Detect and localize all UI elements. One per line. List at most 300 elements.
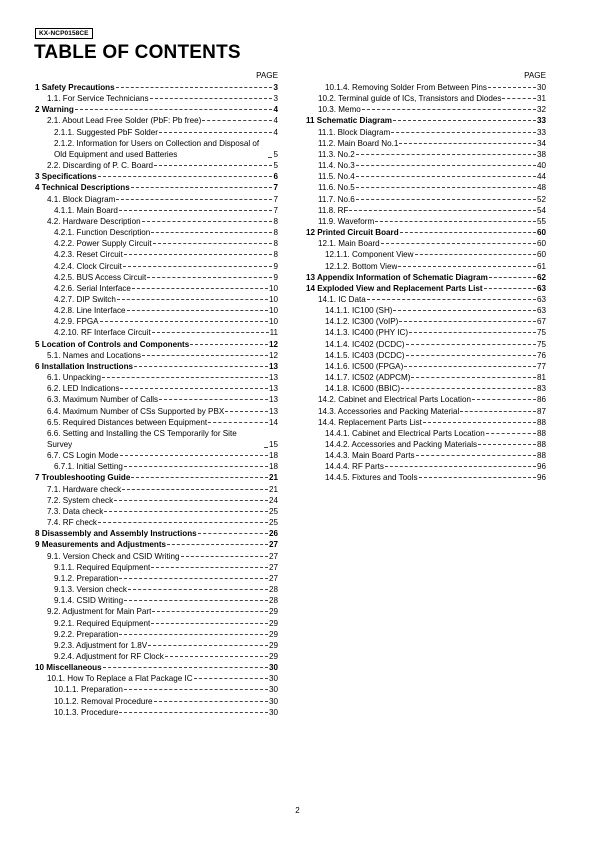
dot-leader bbox=[128, 588, 268, 590]
toc-entry-label: 11.4. No.3 bbox=[318, 161, 355, 171]
dot-leader bbox=[375, 220, 536, 222]
toc-column-left bbox=[35, 70, 278, 718]
dot-leader bbox=[349, 209, 536, 211]
toc-entry[interactable] bbox=[35, 551, 278, 562]
toc-entry-label: 11.3. No.2 bbox=[318, 149, 355, 159]
toc-entry[interactable] bbox=[35, 517, 278, 528]
toc-entry-label: 11.5. No.4 bbox=[318, 172, 355, 182]
dot-leader bbox=[415, 253, 536, 255]
toc-entry[interactable] bbox=[35, 573, 278, 584]
toc-entry-page: 13 bbox=[268, 406, 278, 416]
toc-entry[interactable] bbox=[306, 82, 546, 93]
dot-leader bbox=[119, 711, 268, 713]
toc-entry-label: 11.6. No.5 bbox=[318, 183, 355, 193]
toc-entry[interactable] bbox=[306, 115, 546, 126]
toc-entry-label: 4.2.8. Line Interface bbox=[54, 306, 126, 316]
toc-entry[interactable] bbox=[35, 316, 278, 327]
toc-entry-page: 48 bbox=[536, 183, 546, 193]
toc-entry[interactable] bbox=[306, 339, 546, 350]
dot-leader bbox=[122, 488, 268, 490]
toc-entry-page: 7 bbox=[273, 194, 278, 204]
dot-leader bbox=[264, 446, 268, 448]
toc-entry-page: 27 bbox=[268, 540, 278, 550]
toc-entry-page: 13 bbox=[268, 361, 278, 371]
toc-entry[interactable] bbox=[35, 104, 278, 115]
toc-entry-label: 7 Troubleshooting Guide bbox=[35, 473, 131, 483]
model-tag: KX-NCP0158CE bbox=[35, 28, 93, 39]
dot-leader bbox=[151, 566, 268, 568]
toc-entry-page: 55 bbox=[536, 216, 546, 226]
toc-entry[interactable] bbox=[306, 361, 546, 372]
toc-entry-label: 9.2. Adjustment for Main Part bbox=[47, 607, 152, 617]
toc-entry[interactable] bbox=[306, 305, 546, 316]
toc-entry[interactable] bbox=[306, 194, 546, 205]
toc-entry-label: 2 Warning bbox=[35, 105, 74, 115]
toc-entry[interactable] bbox=[35, 227, 278, 238]
toc-entry-page: 13 bbox=[268, 373, 278, 383]
toc-entry-label: 8 Disassembly and Assembly Instructions bbox=[35, 529, 197, 539]
toc-entry-page: 86 bbox=[536, 395, 546, 405]
dot-leader bbox=[151, 231, 272, 233]
toc-entry-page: 28 bbox=[268, 585, 278, 595]
toc-entry-page: 30 bbox=[268, 707, 278, 717]
toc-entry-label: 10.3. Memo bbox=[318, 105, 361, 115]
toc-entry-label: 14.1.7. IC502 (ADPCM) bbox=[325, 373, 411, 383]
toc-entry-label: 4.2.4. Clock Circuit bbox=[54, 261, 122, 271]
toc-entry-label: 6.4. Maximum Number of CSs Supported by PBX bbox=[47, 406, 225, 416]
dot-leader bbox=[124, 688, 268, 690]
toc-entry-label: 4.2.3. Reset Circuit bbox=[54, 250, 123, 260]
dot-leader bbox=[400, 231, 536, 233]
dot-leader bbox=[120, 454, 268, 456]
toc-entry-label: 6.3. Maximum Number of Calls bbox=[47, 395, 159, 405]
toc-entry-label: 9 Measurements and Adjustments bbox=[35, 540, 167, 550]
toc-entry-label: 14.1.8. IC600 (BBIC) bbox=[325, 384, 401, 394]
dot-leader bbox=[399, 142, 536, 144]
toc-entry-page: 30 bbox=[268, 663, 278, 673]
toc-entry-label: 11.7. No.6 bbox=[318, 194, 355, 204]
toc-entry-label: 12 Printed Circuit Board bbox=[306, 228, 399, 238]
toc-entry[interactable] bbox=[35, 205, 278, 216]
toc-entry[interactable] bbox=[35, 160, 278, 171]
toc-entry-page: 10 bbox=[268, 294, 278, 304]
dot-leader bbox=[100, 320, 268, 322]
dot-leader bbox=[151, 622, 268, 624]
toc-entry[interactable] bbox=[35, 618, 278, 629]
toc-entry-label: 14.1. IC Data bbox=[318, 294, 366, 304]
toc-entry[interactable] bbox=[35, 606, 278, 617]
toc-entry[interactable] bbox=[35, 394, 278, 405]
toc-entry-page: 18 bbox=[268, 462, 278, 472]
toc-entry[interactable] bbox=[35, 640, 278, 651]
toc-entry-page: 67 bbox=[536, 317, 546, 327]
dot-leader bbox=[165, 655, 268, 657]
toc-entry[interactable] bbox=[306, 283, 546, 294]
dot-leader bbox=[104, 510, 268, 512]
toc-entry-page: 33 bbox=[536, 116, 546, 126]
toc-entry[interactable] bbox=[35, 707, 278, 718]
toc-entry-page: 87 bbox=[536, 406, 546, 416]
dot-leader bbox=[356, 186, 536, 188]
toc-entry-page: 5 bbox=[273, 161, 278, 171]
dot-leader bbox=[502, 97, 536, 99]
toc-entry[interactable] bbox=[306, 316, 546, 327]
dot-leader bbox=[131, 186, 273, 188]
toc-entry[interactable] bbox=[35, 283, 278, 294]
toc-entry-page: 21 bbox=[268, 484, 278, 494]
dot-leader bbox=[142, 220, 273, 222]
toc-entry-label: 14.1.6. IC500 (FPGA) bbox=[325, 361, 404, 371]
toc-entry-page: 88 bbox=[536, 417, 546, 427]
toc-entry[interactable] bbox=[306, 182, 546, 193]
toc-entry-page: 63 bbox=[536, 294, 546, 304]
toc-entry-label: 14.1.2. IC300 (VoIP) bbox=[325, 317, 399, 327]
toc-entry-label: 14.3. Accessories and Packing Material bbox=[318, 406, 460, 416]
toc-entry-page: 40 bbox=[536, 161, 546, 171]
toc-entry-label: 11.8. RF bbox=[318, 205, 349, 215]
toc-entry-label: 14.4.5. Fixtures and Tools bbox=[325, 473, 418, 483]
toc-entry-label: 4.2.10. RF Interface Circuit bbox=[54, 328, 151, 338]
toc-entry-page: 7 bbox=[273, 183, 278, 193]
dot-leader bbox=[362, 108, 536, 110]
dot-leader bbox=[116, 198, 272, 200]
toc-entry-label: 4.2. Hardware Description bbox=[47, 216, 141, 226]
toc-entry[interactable] bbox=[306, 149, 546, 160]
dot-leader bbox=[356, 198, 536, 200]
toc-entry[interactable] bbox=[306, 327, 546, 338]
toc-entry-label: 12.1.1. Component View bbox=[325, 250, 414, 260]
toc-entry-page: 96 bbox=[536, 473, 546, 483]
toc-entry-page: 30 bbox=[268, 696, 278, 706]
toc-entry-label: 9.1.4. CSID Writing bbox=[54, 596, 124, 606]
dot-leader bbox=[484, 287, 536, 289]
toc-entry-label: 4.2.7. DIP Switch bbox=[54, 294, 116, 304]
dot-leader bbox=[488, 86, 536, 88]
toc-entry-label: 10.1. How To Replace a Flat Package IC bbox=[47, 674, 193, 684]
toc-entry-page: 13 bbox=[268, 384, 278, 394]
page-column-header: PAGE bbox=[524, 71, 546, 80]
toc-entry[interactable] bbox=[306, 238, 546, 249]
toc-entry[interactable] bbox=[35, 261, 278, 272]
dot-leader bbox=[152, 610, 268, 612]
toc-entry[interactable] bbox=[35, 662, 278, 673]
toc-entry[interactable] bbox=[306, 350, 546, 361]
toc-entry-label: 6.1. Unpacking bbox=[47, 373, 101, 383]
toc-entry[interactable] bbox=[306, 93, 546, 104]
toc-entry-label: 14 Exploded View and Replacement Parts List bbox=[306, 283, 483, 293]
toc-entry[interactable] bbox=[35, 294, 278, 305]
toc-entry-page: 44 bbox=[536, 172, 546, 182]
dot-leader bbox=[406, 354, 536, 356]
toc-entry-page: 6 bbox=[273, 172, 278, 182]
toc-entry[interactable] bbox=[35, 584, 278, 595]
toc-entry[interactable] bbox=[35, 127, 278, 138]
toc-entry-label: 14.1.5. IC403 (DCDC) bbox=[325, 350, 405, 360]
toc-list-right bbox=[306, 82, 546, 484]
toc-entry-label: 5 Location of Controls and Components bbox=[35, 339, 190, 349]
toc-entry-page: 62 bbox=[536, 272, 546, 282]
dot-leader bbox=[411, 376, 536, 378]
toc-entry[interactable] bbox=[35, 182, 278, 193]
toc-entry[interactable] bbox=[35, 138, 278, 160]
toc-entry-page: 76 bbox=[536, 350, 546, 360]
toc-entry-label: 2.1. About Lead Free Solder (PbF: Pb free) bbox=[47, 116, 202, 126]
toc-entry-page: 8 bbox=[273, 239, 278, 249]
dot-leader bbox=[167, 543, 268, 545]
toc-entry-page: 88 bbox=[536, 440, 546, 449]
toc-entry-label: 14.4.2. Accessories and Packing Materials bbox=[325, 440, 478, 449]
toc-entry[interactable] bbox=[306, 216, 546, 227]
toc-entry-label: 6.7.1. Initial Setting bbox=[54, 462, 123, 472]
dot-leader bbox=[98, 521, 268, 523]
dot-leader bbox=[120, 387, 268, 389]
toc-entry[interactable] bbox=[35, 93, 278, 104]
toc-entry[interactable] bbox=[35, 528, 278, 539]
dot-leader bbox=[356, 175, 536, 177]
toc-entry-label: 14.4.1. Cabinet and Electrical Parts Location bbox=[325, 428, 485, 438]
toc-entry[interactable] bbox=[35, 562, 278, 573]
toc-entry-page: 34 bbox=[536, 138, 546, 148]
toc-entry-label: 5.1. Names and Locations bbox=[47, 350, 142, 360]
toc-entry-label: 7.3. Data check bbox=[47, 506, 104, 516]
toc-entry-page: 12 bbox=[268, 350, 278, 360]
toc-entry[interactable] bbox=[35, 417, 278, 428]
toc-entry[interactable] bbox=[35, 673, 278, 684]
toc-entry-page: 9 bbox=[273, 272, 278, 282]
dot-leader bbox=[148, 644, 268, 646]
toc-entry[interactable] bbox=[306, 406, 546, 417]
toc-entry-label: 6 Installation Instructions bbox=[35, 361, 134, 371]
dot-leader bbox=[406, 343, 536, 345]
toc-entry-page: 29 bbox=[268, 629, 278, 639]
dot-leader bbox=[225, 410, 268, 412]
toc-entry-page: 12 bbox=[268, 339, 278, 349]
dot-leader bbox=[398, 265, 536, 267]
toc-entry-page: 4 bbox=[273, 105, 278, 115]
toc-entry-label: 12.1.2. Bottom View bbox=[325, 261, 398, 271]
dot-leader bbox=[103, 666, 268, 668]
toc-entry[interactable] bbox=[306, 261, 546, 272]
dot-leader bbox=[159, 131, 273, 133]
toc-entry[interactable] bbox=[35, 506, 278, 517]
toc-entry-label: 10.1.1. Preparation bbox=[54, 685, 123, 695]
toc-entry-page: 9 bbox=[273, 261, 278, 271]
toc-entry[interactable] bbox=[35, 272, 278, 283]
toc-entry-label: 9.2.1. Required Equipment bbox=[54, 618, 151, 628]
toc-entry-page: 63 bbox=[536, 306, 546, 316]
toc-entry[interactable] bbox=[306, 227, 546, 238]
dot-leader bbox=[147, 276, 272, 278]
toc-entry-label: 6.5. Required Distances between Equipment bbox=[47, 417, 208, 427]
page-column-header: PAGE bbox=[256, 71, 278, 80]
toc-entry-label: 9.1. Version Check and CSID Writing bbox=[47, 551, 180, 561]
toc-entry[interactable] bbox=[35, 238, 278, 249]
toc-entry[interactable] bbox=[35, 350, 278, 361]
toc-entry-page: 60 bbox=[536, 250, 546, 260]
toc-entry-page: 83 bbox=[536, 384, 546, 394]
toc-entry-label: 10.1.3. Procedure bbox=[54, 707, 119, 717]
toc-entry[interactable] bbox=[35, 383, 278, 394]
toc-entry[interactable] bbox=[35, 406, 278, 417]
toc-entry-page: 96 bbox=[536, 462, 546, 472]
toc-entry[interactable] bbox=[306, 417, 546, 428]
toc-entry[interactable] bbox=[35, 339, 278, 350]
toc-entry[interactable] bbox=[306, 294, 546, 305]
dot-leader bbox=[486, 432, 536, 434]
dot-leader bbox=[131, 476, 268, 478]
toc-entry-page: 10 bbox=[268, 317, 278, 327]
toc-entry-label: 9.2.4. Adjustment for RF Clock bbox=[54, 651, 164, 661]
toc-entry-label: 6.6. Setting and Installing the CS Temporarily for Site Survey bbox=[47, 428, 237, 449]
toc-entry[interactable] bbox=[35, 249, 278, 260]
toc-entry[interactable] bbox=[35, 595, 278, 606]
toc-entry[interactable] bbox=[306, 205, 546, 216]
dot-leader bbox=[124, 465, 268, 467]
dot-leader bbox=[181, 555, 268, 557]
toc-entry[interactable] bbox=[35, 495, 278, 506]
dot-leader bbox=[472, 398, 536, 400]
toc-entry-page: 27 bbox=[268, 573, 278, 583]
toc-entry[interactable] bbox=[306, 171, 546, 182]
toc-entry[interactable] bbox=[306, 138, 546, 149]
toc-entry[interactable] bbox=[306, 104, 546, 115]
toc-entry-label: 14.1.1. IC100 (SH) bbox=[325, 306, 393, 316]
dot-leader bbox=[460, 410, 536, 412]
toc-entry-label: 9.2.2. Preparation bbox=[54, 629, 119, 639]
toc-entry[interactable] bbox=[35, 428, 278, 450]
toc-entry-page: 32 bbox=[536, 105, 546, 115]
toc-entry-page: 60 bbox=[536, 239, 546, 249]
toc-entry-label: 7.1. Hardware check bbox=[47, 484, 122, 494]
dot-leader bbox=[132, 287, 268, 289]
toc-entry[interactable] bbox=[306, 372, 546, 383]
dot-leader bbox=[401, 387, 536, 389]
toc-entry[interactable] bbox=[306, 127, 546, 138]
toc-entry-label: 4.1.1. Main Board bbox=[54, 205, 118, 215]
toc-entry[interactable] bbox=[35, 651, 278, 662]
toc-entry-page: 81 bbox=[536, 373, 546, 383]
dot-leader bbox=[381, 242, 536, 244]
toc-entry[interactable] bbox=[306, 428, 546, 439]
dot-leader bbox=[124, 253, 273, 255]
toc-entry-label: 7.2. System check bbox=[47, 495, 114, 505]
toc-entry-label: 9.1.1. Required Equipment bbox=[54, 562, 151, 572]
dot-leader bbox=[154, 700, 268, 702]
toc-entry-page: 52 bbox=[536, 194, 546, 204]
toc-entry-page: 25 bbox=[268, 518, 278, 528]
toc-entry-label: 9.1.3. Version check bbox=[54, 585, 127, 595]
toc-entry-label: 10.1.2. Removal Procedure bbox=[54, 696, 153, 706]
toc-entry[interactable] bbox=[306, 160, 546, 171]
dot-leader bbox=[114, 499, 268, 501]
toc-entry[interactable] bbox=[306, 439, 546, 450]
toc-entry[interactable] bbox=[35, 629, 278, 640]
toc-entry[interactable] bbox=[35, 216, 278, 227]
toc-entry-label: 11.9. Waveform bbox=[318, 216, 375, 226]
toc-entry-page: 29 bbox=[268, 651, 278, 661]
toc-entry[interactable] bbox=[35, 361, 278, 372]
toc-entry[interactable] bbox=[306, 461, 546, 472]
dot-leader bbox=[98, 175, 273, 177]
toc-entry[interactable] bbox=[35, 450, 278, 461]
toc-entry-label: 4.2.2. Power Supply Circuit bbox=[54, 239, 152, 249]
toc-entry[interactable] bbox=[306, 272, 546, 283]
toc-entry[interactable] bbox=[35, 372, 278, 383]
toc-entry-page: 3 bbox=[273, 83, 278, 92]
dot-leader bbox=[356, 164, 536, 166]
dot-leader bbox=[75, 108, 273, 110]
dot-leader bbox=[194, 677, 268, 679]
toc-entry-page: 24 bbox=[268, 495, 278, 505]
toc-entry-label: 4.2.1. Function Description bbox=[54, 228, 151, 238]
dot-leader bbox=[152, 331, 269, 333]
toc-entry[interactable] bbox=[35, 305, 278, 316]
toc-entry[interactable] bbox=[35, 484, 278, 495]
toc-entry[interactable] bbox=[35, 115, 278, 126]
toc-entry[interactable] bbox=[306, 249, 546, 260]
toc-entry-page: 60 bbox=[536, 228, 546, 238]
toc-entry[interactable] bbox=[35, 696, 278, 707]
toc-entry[interactable] bbox=[35, 82, 278, 93]
toc-entry[interactable] bbox=[306, 450, 546, 461]
toc-entry[interactable] bbox=[35, 194, 278, 205]
toc-entry[interactable] bbox=[306, 394, 546, 405]
dot-leader bbox=[150, 97, 273, 99]
dot-leader bbox=[478, 443, 536, 445]
dot-leader bbox=[190, 343, 268, 345]
toc-entry-label: 2.1.2. Information for Users on Collection and Disposal of Old Equipment and used Batteries bbox=[54, 138, 260, 159]
toc-entry-label: 14.4.3. Main Board Parts bbox=[325, 451, 415, 461]
toc-entry-page: 54 bbox=[536, 205, 546, 215]
toc-entry[interactable] bbox=[35, 539, 278, 550]
toc-entry-page: 15 bbox=[268, 440, 278, 449]
toc-entry[interactable] bbox=[306, 383, 546, 394]
toc-entry[interactable] bbox=[35, 472, 278, 483]
toc-entry[interactable] bbox=[35, 684, 278, 695]
dot-leader bbox=[419, 476, 536, 478]
toc-entry-label: 2.1.1. Suggested PbF Solder bbox=[54, 127, 158, 137]
toc-entry-page: 27 bbox=[268, 551, 278, 561]
toc-entry-page: 88 bbox=[536, 428, 546, 438]
toc-entry-page: 30 bbox=[268, 674, 278, 684]
toc-entry-label: 11 Schematic Diagram bbox=[306, 116, 392, 126]
dot-leader bbox=[154, 164, 272, 166]
toc-entry[interactable] bbox=[306, 472, 546, 483]
toc-entry-label: 3 Specifications bbox=[35, 172, 97, 182]
dot-leader bbox=[268, 156, 272, 158]
toc-entry[interactable] bbox=[35, 327, 278, 338]
toc-entry-label: 4.2.9. FPGA bbox=[54, 317, 99, 327]
dot-leader bbox=[124, 599, 268, 601]
toc-entry-label: 14.1.3. IC400 (PHY IC) bbox=[325, 328, 409, 338]
dot-leader bbox=[153, 242, 273, 244]
toc-entry-label: 4.2.5. BUS Access Circuit bbox=[54, 272, 147, 282]
dot-leader bbox=[123, 265, 273, 267]
toc-list-left bbox=[35, 82, 278, 718]
toc-entry-label: 11.2. Main Board No.1 bbox=[318, 138, 399, 148]
dot-leader bbox=[393, 119, 536, 121]
dot-leader bbox=[489, 276, 536, 278]
toc-entry-page: 38 bbox=[536, 149, 546, 159]
toc-entry-label: 4.1. Block Diagram bbox=[47, 194, 116, 204]
toc-entry-page: 88 bbox=[536, 451, 546, 461]
toc-entry[interactable] bbox=[35, 171, 278, 182]
toc-entry-page: 14 bbox=[268, 417, 278, 427]
toc-entry[interactable] bbox=[35, 461, 278, 472]
toc-entry-page: 4 bbox=[273, 127, 278, 137]
dot-leader bbox=[142, 354, 268, 356]
toc-entry-page: 27 bbox=[268, 562, 278, 572]
